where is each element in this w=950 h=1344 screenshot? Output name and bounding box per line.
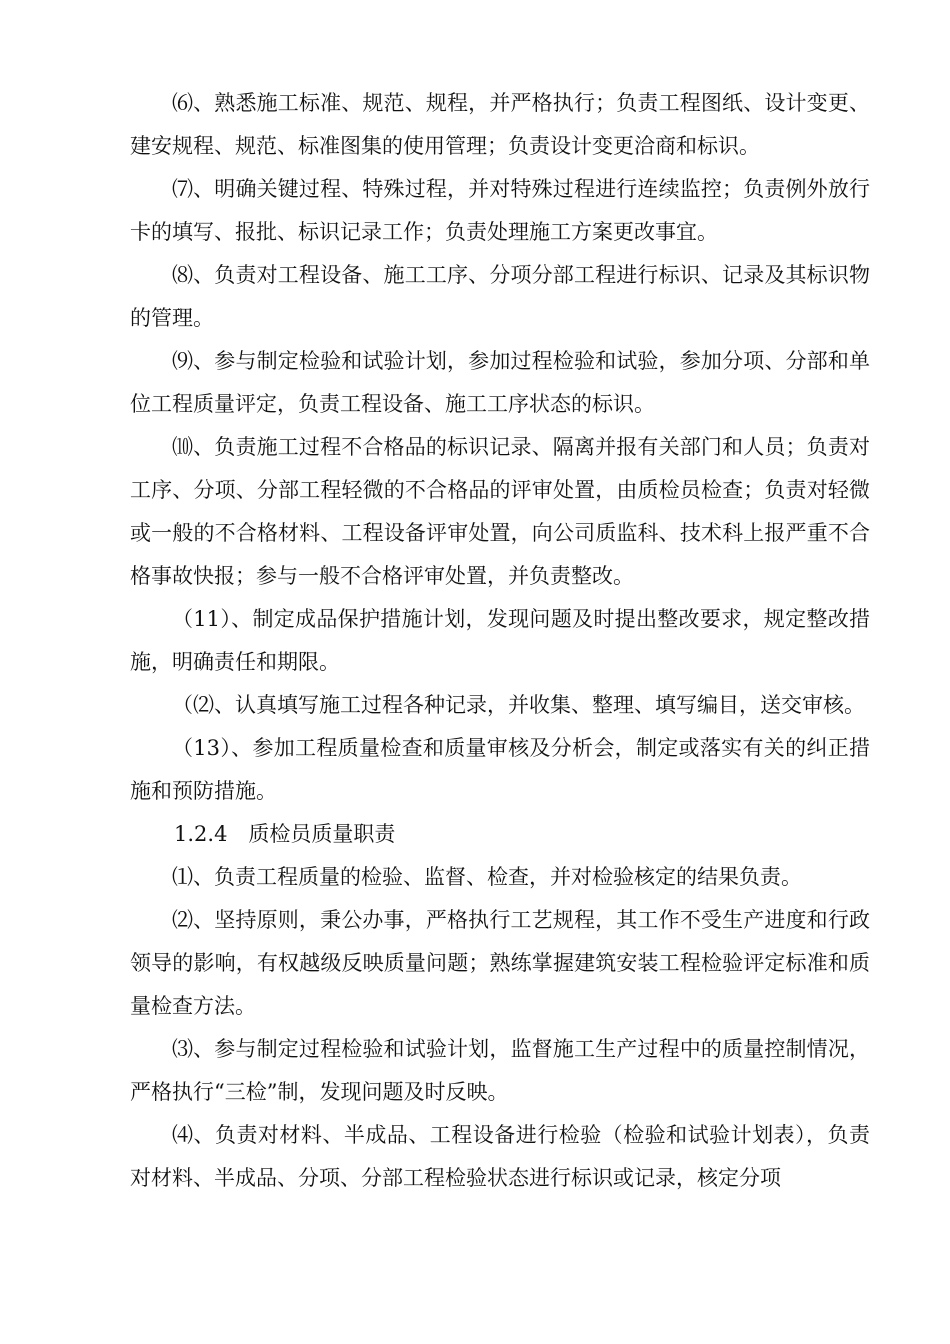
paragraph-item-8: ⑻、负责对工程设备、施工工序、分项分部工程进行标识、记录及其标识物的管理。 [130,263,870,330]
paragraph-item-7: ⑺、明确关键过程、特殊过程，并对特殊过程进行连续监控；负责例外放行卡的填写、报批、标识记录工作；负责处理施工方案更改事宜。 [130,177,870,244]
paragraph-item-9: ⑼、参与制定检验和试验计划，参加过程检验和试验，参加分项、分部和单位工程质量评定，负责工程设备、施工工序状态的标识。 [130,349,870,416]
paragraph-item-11: （11）、制定成品保护措施计划，发现问题及时提出整改要求，规定整改措施，明确责任和期限。 [130,607,870,674]
inspector-duty-1: ⑴、负责工程质量的检验、监督、检查，并对检验核定的结果负责。 [172,865,802,889]
inspector-duty-4: ⑷、负责对材料、半成品、工程设备进行检验（检验和试验计划表），负责对材料、半成品、分项、分部工程检验状态进行标识或记录，核定分项 [130,1123,870,1190]
paragraph-item-12: （⑵、认真填写施工过程各种记录，并收集、整理、填写编目，送交审核。 [172,693,865,717]
inspector-duty-2: ⑵、坚持原则，秉公办事，严格执行工艺规程，其工作不受生产进度和行政领导的影响，有权越级反映质量问题；熟练掌握建筑安装工程检验评定标准和质量检查方法。 [130,908,870,1018]
paragraph-item-10: ⑽、负责施工过程不合格品的标识记录、隔离并报有关部门和人员；负责对工序、分项、分部工程轻微的不合格品的评审处置，由质检员检查；负责对轻微或一般的不合格材料、工程设备评审处置，向公司质监科、技术科上报严重不合格事故快报；参与一般不合格评审处置，并负责整改。 [130,435,870,588]
paragraph-item-6: ⑹、熟悉施工标准、规范、规程，并严格执行；负责工程图纸、设计变更、建安规程、规范、标准图集的使用管理；负责设计变更洽商和标识。 [130,91,870,158]
section-heading: 1.2.4 质检员质量职责 [174,822,396,846]
paragraph-item-13: （13）、参加工程质量检查和质量审核及分析会，制定或落实有关的纠正措施和预防措施。 [130,736,870,803]
inspector-duty-3: ⑶、参与制定过程检验和试验计划，监督施工生产过程中的质量控制情况，严格执行“三检”制，发现问题及时反映。 [130,1037,870,1104]
document-page [130,82,870,1200]
